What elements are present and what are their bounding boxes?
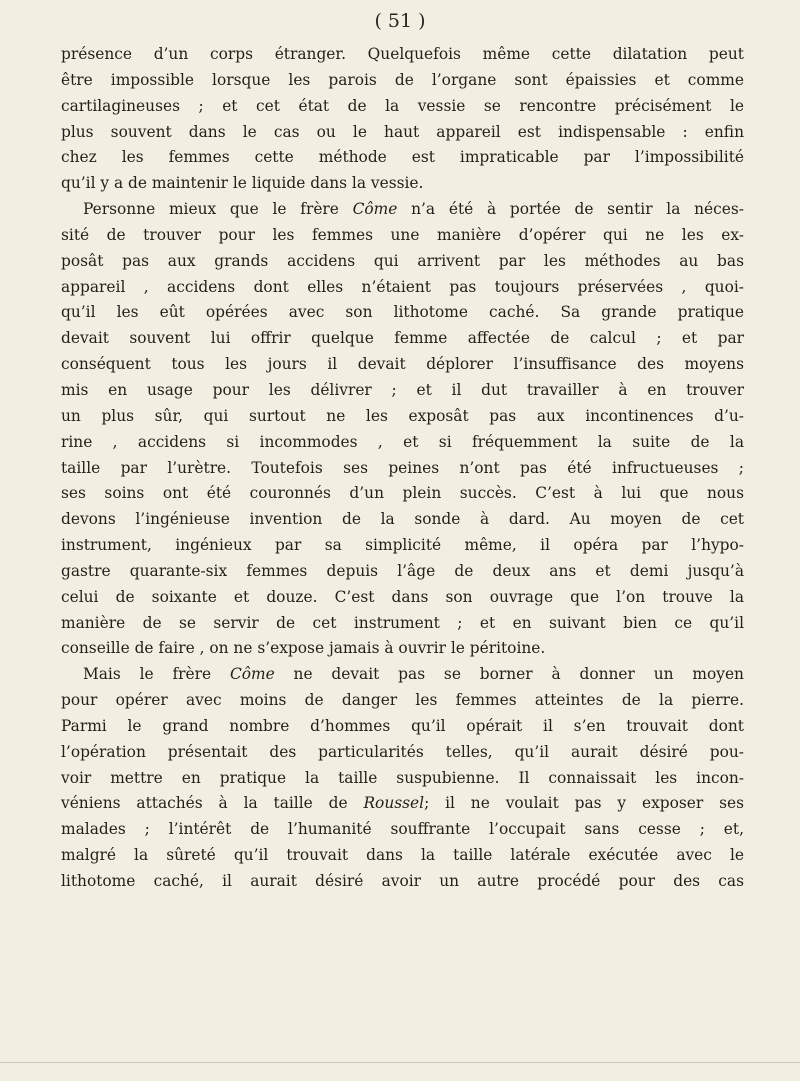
text-line: ses soins ont été couronnés d’un plein succès. C’est à lui que nous [61,484,744,503]
name-roussel: Roussel [363,794,425,813]
text-line: plus souvent dans le cas ou le haut appareil est indispensable : enfin [61,122,744,141]
text-line: pour opérer avec moins de danger les femmes atteintes de la pierre. [61,691,744,710]
text-fragment: Mais le frère [83,665,212,684]
text-line: chez les femmes cette méthode est impraticable par l’impossibilité [61,148,744,167]
text-line: taille par l’urètre. Toutefois ses peines n’ont pas été infructueuses ; [61,458,744,477]
text-line: appareil , accidens dont elles n’étaient pas toujours préservées , quoi- [61,277,744,296]
text-line: malgré la sûreté qu’il trouvait dans la taille latérale exécutée avec le [61,846,744,865]
text-fragment: ne devait pas se borner à donner un moyen [293,665,744,684]
text-line: présence d’un corps étranger. Quelquefois même cette dilatation peut [61,45,744,63]
text-fragment: véniens attachés à la taille de [61,794,348,813]
text-line: qu’il y a de maintenir le liquide dans la vessie. [61,174,424,193]
text-line: Parmi le grand nombre d’hommes qu’il opérait il s’en trouvait dont [61,716,744,735]
text-line: devons l’ingénieuse invention de la sonde à dard. Au moyen de cet [61,510,744,529]
text-line: malades ; l’intérêt de l’humanité souffrante l’occupait sans cesse ; et, [61,820,744,839]
text-line: voir mettre en pratique la taille suspubienne. Il connaissait les incon- [61,768,744,787]
text-line: rine , accidens si incommodes , et si fréquemment la suite de la [61,432,744,451]
page-bottom-edge [0,1062,800,1063]
text-line: devait souvent lui offrir quelque femme affectée de calcul ; et par [61,329,744,348]
text-line: qu’il les eût opérées avec son lithotome caché. Sa grande pratique [61,303,744,322]
text-line: être impossible lorsque les parois de l’organe sont épaissies et comme [61,70,744,89]
text-line: posât pas aux grands accidens qui arrivent par les méthodes au bas [61,251,744,270]
text-line: gastre quarante-six femmes depuis l’âge de deux ans et demi jusqu’à [61,561,744,580]
text-line: un plus sûr, qui surtout ne les exposât pas aux incontinences d’u- [61,406,744,425]
text-fragment: Personne mieux que le frère [83,200,339,219]
text-line: mis en usage pour les délivrer ; et il dut travailler à en trouver [61,380,744,399]
text-line: manière de se servir de cet instrument ; et en suivant bien ce qu’il [61,613,744,632]
name-cosme: Côme [229,665,275,684]
text-line: l’opération présentait des particularités telles, qu’il aurait désiré pou- [61,742,744,761]
text-line: cartilagineuses ; et cet état de la vessie se rencontre précisément le [61,96,744,115]
name-cosme: Côme [352,200,398,219]
text-line: celui de soixante et douze. C’est dans son ouvrage que l’on trouve la [61,587,744,606]
body-text [61,42,744,895]
text-line: conseille de faire , on ne s’expose jamais à ouvrir le péritoine. [61,639,546,658]
text-line: instrument, ingénieux par sa simplicité même, il opéra par l’hypo- [61,536,744,555]
text-line [61,662,744,688]
text-line [61,791,744,817]
text-line: sité de trouver pour les femmes une manière d’opérer qui ne les ex- [61,225,744,244]
page-number: ( 51 ) [374,10,426,32]
text-line: lithotome caché, il aurait désiré avoir un autre procédé pour des cas [61,872,744,890]
text-fragment: ; il ne voulait pas y exposer ses [424,794,744,813]
text-line: conséquent tous les jours il devait déplorer l’insuffisance des moyens [61,355,744,374]
text-line [61,197,744,223]
text-fragment: n’a été à portée de sentir la néces- [411,200,744,219]
